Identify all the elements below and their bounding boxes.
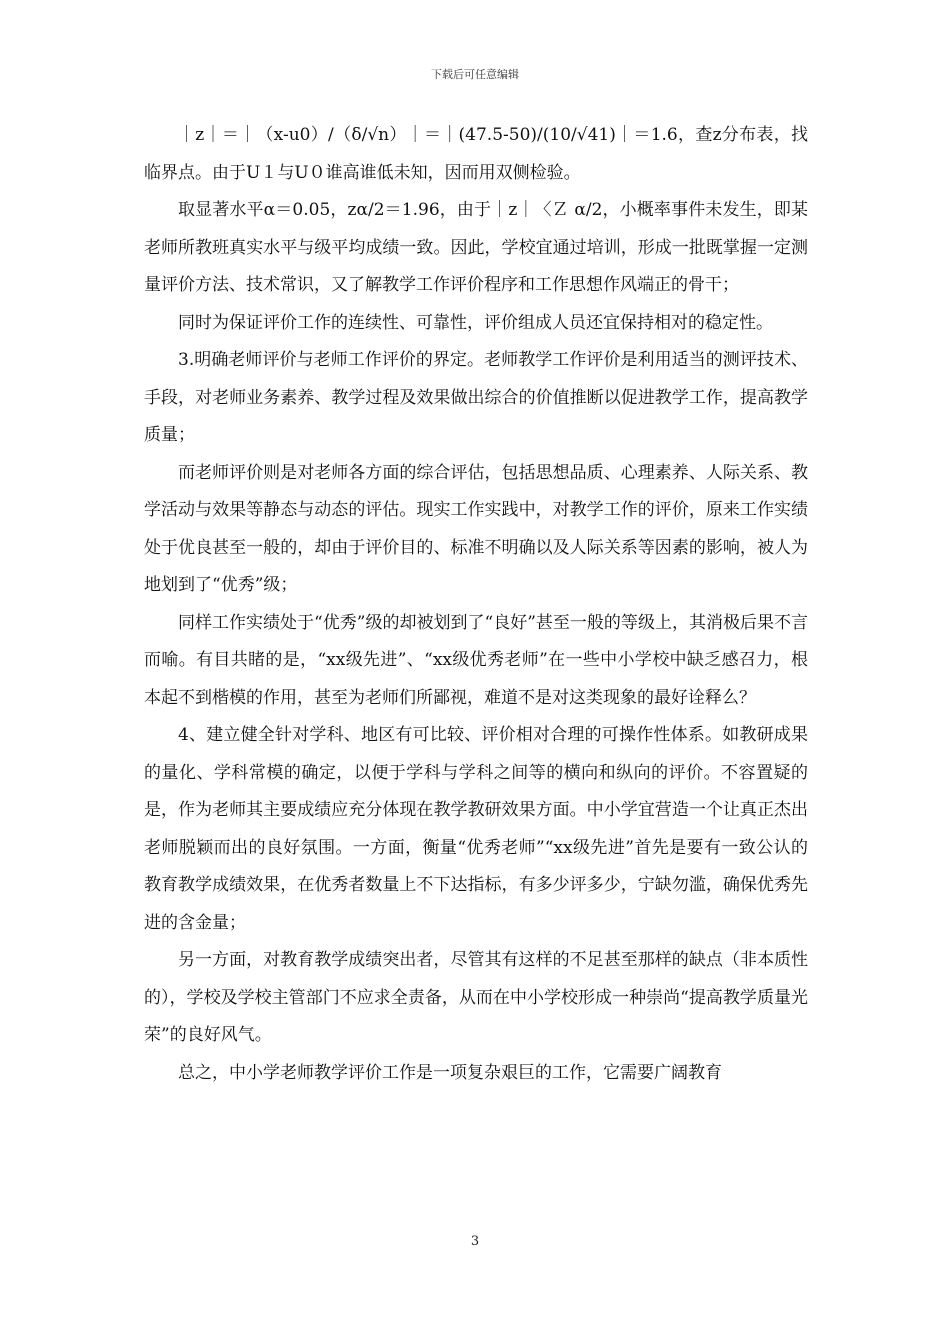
paragraph-significance-level: 取显著水平α＝0.05，zα/2＝1.96，由于｜z｜〈Ｚ α/2，小概率事件未发生，即某老师所教班真实水平与级平均成绩一致。因此，学校宜通过培训，形成一批既掌握一定测量评价方法、技术常识，又了解教学工作评价程序和工作思想作风端正的骨干；: [144, 200, 808, 295]
paragraph-other-hand: 另一方面，对教育教学成绩突出者，尽管其有这样的不足甚至那样的缺点（非本质性的），学校及学校主管部门不应求全责备，从而在中小学校形成一种崇尚“提高教学质量光荣”的良好风气。: [144, 950, 808, 1045]
paragraph-teacher-evaluation: 而老师评价则是对老师各方面的综合评估，包括思想品质、心理素养、人际关系、教学活动与效果等静态与动态的评估。现实工作实践中，对教学工作的评价，原来工作实绩处于优良甚至一般的，却由于评价目的、标准不明确以及人际关系等因素的影响，被人为地划到了“优秀”级；: [144, 462, 808, 595]
paragraph-consequences: 同样工作实绩处于“优秀”级的却被划到了“良好”甚至一般的等级上，其消极后果不言而喻。有目共睹的是，“xx级先进”、“xx级优秀老师”在一些中小学校中缺乏感召力，根本起不到楷模的作用，甚至为老师们所鄙视，难道不是对这类现象的最好诠释么？: [144, 612, 808, 708]
paragraph-point-4: 4、建立健全针对学科、地区有可比较、评价相对合理的可操作性体系。如教研成果的量化、学科常模的确定，以便于学科与学科之间等的横向和纵向的评价。不容置疑的是，作为老师其主要成绩应充分体现在教学教研效果方面。中小学宜营造一个让真正杰出老师脱颖而出的良好氛围。一方面，衡量“优秀老师”“xx级先进”首先是要有一致公认的教育教学成绩效果，在优秀者数量上不下达指标，有多少评多少，宁缺勿滥，确保优秀先进的含金量；: [144, 725, 808, 933]
page-header-note: 下载后可任意编辑: [431, 68, 519, 81]
paragraph-point-3: 3.明确老师评价与老师工作评价的界定。老师教学工作评价是利用适当的测评技术、手段，对老师业务素养、教学过程及效果做出综合的价值推断以促进教学工作，提高教学质量；: [144, 350, 808, 445]
paragraph-conclusion: 总之，中小学老师教学评价工作是一项复杂艰巨的工作，它需要广阔教育: [178, 1062, 722, 1083]
paragraph-stability: 同时为保证评价工作的连续性、可靠性，评价组成人员还宜保持相对的稳定性。: [178, 312, 773, 333]
page-number: 3: [470, 1234, 480, 1249]
paragraph-formula: ｜z｜＝｜（x-u0）/（δ/√n）｜＝｜(47.5-50)/(10/√41)｜＝1.6，查z分布表，找临界点。由于U１与U０谁高谁低未知，因而用双侧检验。: [144, 125, 808, 183]
document-body: [144, 117, 808, 1092]
